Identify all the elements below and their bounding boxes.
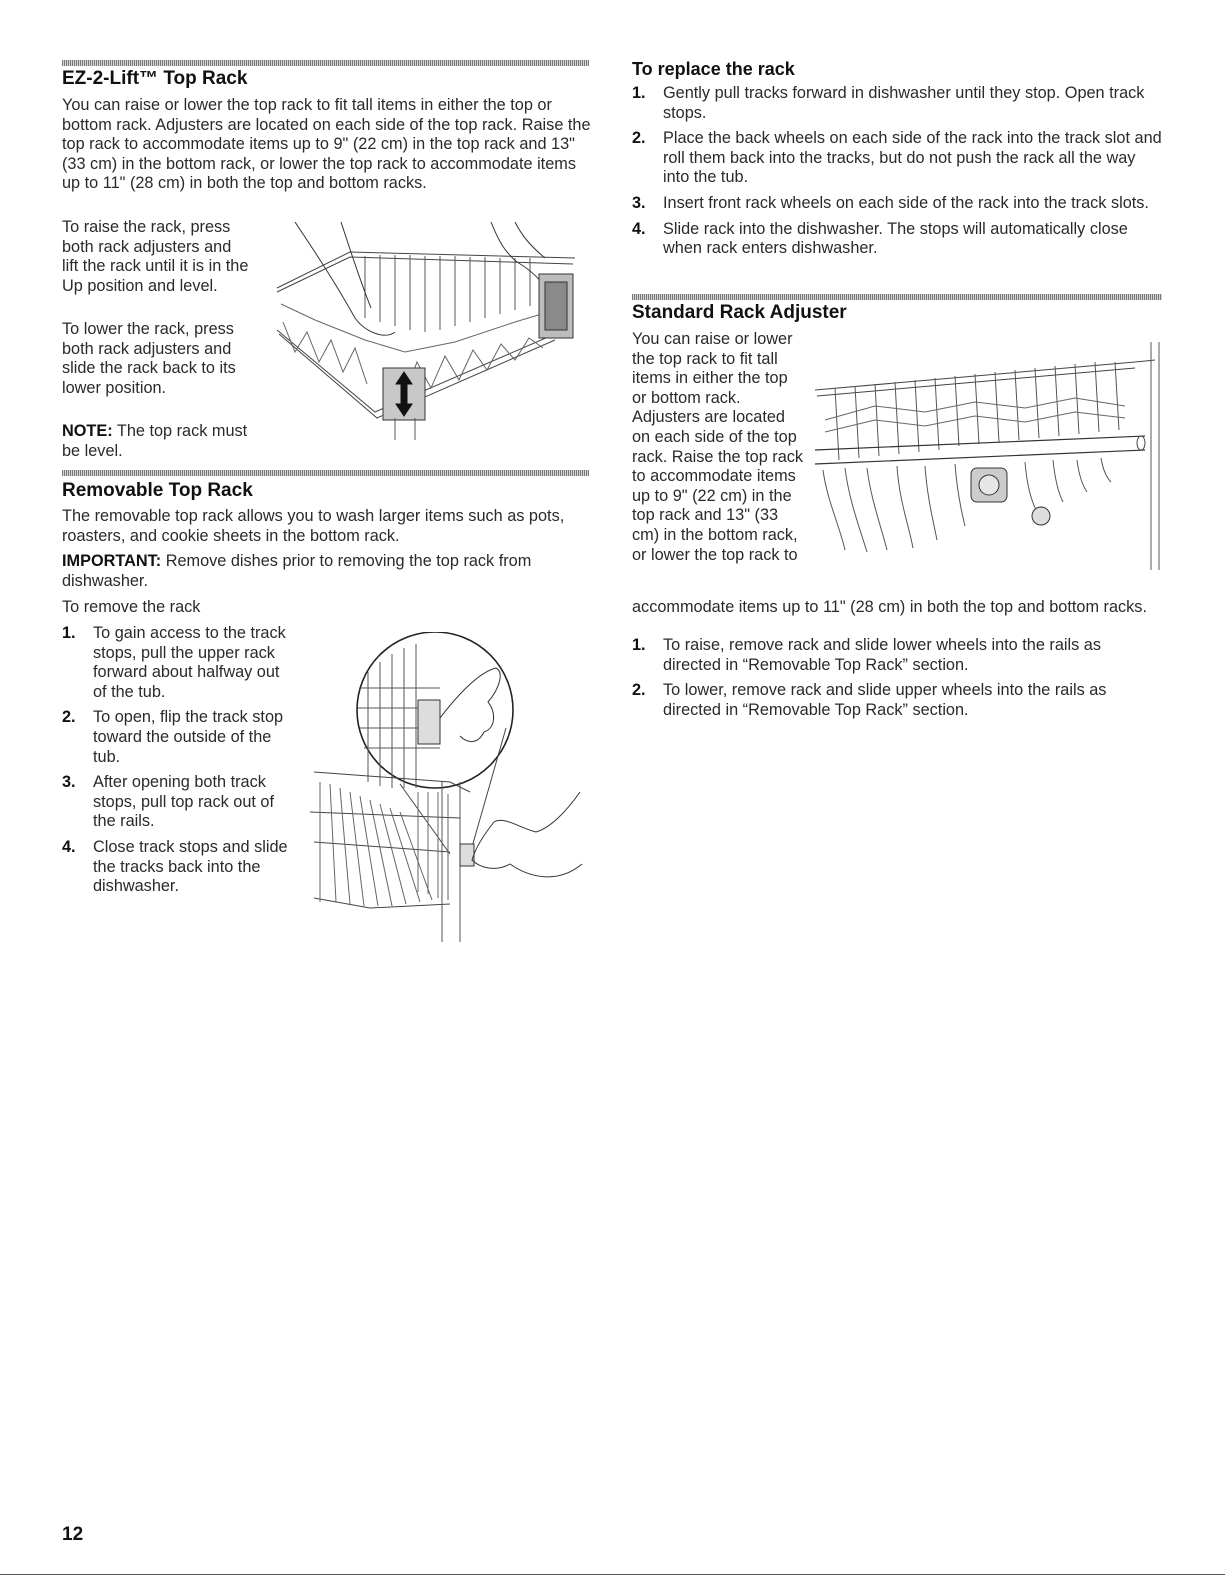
step-number: 3. <box>632 193 646 212</box>
important-note <box>62 552 592 591</box>
replace-rack-heading: To replace the rack <box>632 59 795 79</box>
ez-lift-note <box>62 422 250 461</box>
replace-steps-list <box>632 84 1162 265</box>
list-item <box>632 220 1162 259</box>
step-text: Insert front rack wheels on each side of the rack into the track slots. <box>663 193 1149 212</box>
list-item <box>62 838 294 897</box>
footer-rule <box>0 1574 1225 1575</box>
step-text: Place the back wheels on each side of the rack into the track slot and roll them back into the tracks, but do not push the rack all the way into the tub. <box>663 129 1162 187</box>
list-item <box>632 636 1162 675</box>
section-divider-ez-lift <box>62 60 589 66</box>
step-number: 1. <box>632 84 646 102</box>
important-text: Remove dishes prior to removing the top rack from dishwasher. <box>62 552 532 590</box>
note-label: NOTE: <box>62 422 113 440</box>
step-text: To open, flip the track stop toward the outside of the tub. <box>93 708 284 766</box>
ez-lift-raise-text: To raise the rack, press both rack adjusters and lift the rack until it is in the Up position and level. <box>62 218 249 295</box>
removable-top-rack-heading: Removable Top Rack <box>62 480 253 501</box>
step-number: 2. <box>632 681 646 700</box>
note-text: The top rack must be level. <box>62 422 248 460</box>
track-stop-illustration <box>300 632 590 942</box>
standard-steps-list <box>632 636 1162 726</box>
step-text: Close track stops and slide the tracks back into the dishwasher. <box>93 837 288 896</box>
remove-rack-intro: To remove the rack <box>62 598 201 616</box>
important-label: IMPORTANT: <box>62 552 162 570</box>
step-text: To lower, remove rack and slide upper wheels into the rails as directed in “Removable Top Rack” section. <box>663 681 1107 719</box>
list-item <box>62 773 294 832</box>
step-text: To gain access to the track stops, pull the upper rack forward about halfway out of the tub. <box>93 624 286 701</box>
step-number: 2. <box>632 129 646 148</box>
section-divider-removable <box>62 470 589 476</box>
page-number: 12 <box>62 1524 84 1545</box>
ez-lift-lower-text: To lower the rack, press both rack adjusters and slide the rack back to its lower position. <box>62 320 236 397</box>
section-divider-standard <box>632 294 1162 300</box>
step-number: 4. <box>632 219 646 238</box>
ez-lift-rack-illustration <box>255 222 590 440</box>
step-text: Gently pull tracks forward in dishwasher until they stop. Open track stops. <box>663 84 1145 122</box>
step-text: Slide rack into the dishwasher. The stops will automatically close when rack enters dishwasher. <box>663 219 1128 258</box>
standard-rack-adjuster-heading: Standard Rack Adjuster <box>632 302 847 323</box>
list-item <box>632 681 1162 720</box>
ez-lift-heading: EZ-2-Lift™ Top Rack <box>62 68 248 89</box>
removable-intro: The removable top rack allows you to wash larger items such as pots, roasters, and cookie sheets in the bottom rack. <box>62 507 565 545</box>
step-number: 3. <box>62 773 76 792</box>
remove-steps-list <box>62 624 294 903</box>
standard-rack-adjuster-illustration <box>815 340 1165 580</box>
list-item <box>62 708 294 767</box>
list-item <box>62 624 294 702</box>
ez-lift-intro: You can raise or lower the top rack to fit tall items in either the top or bottom rack. Adjusters are located on each side of the top rack. Raise the top rack to accommodate items up to 9" (22 cm) in the top rack and 13" (33 cm) in the bottom rack, or lower the top rack to accommodate items up to 11" (28 cm) in both the top and bottom racks. <box>62 96 591 193</box>
list-item <box>632 194 1162 214</box>
standard-intro-narrow: You can raise or lower the top rack to fit tall items in either the top or bottom rack. Adjusters are located on each side of the top rack. Raise the top rack to accommodate items up to 9" (22 cm) in the top rack and 13" (33 cm) in the bottom rack, or lower the top rack to <box>632 330 804 564</box>
step-number: 1. <box>632 636 646 654</box>
standard-intro-wide: accommodate items up to 11" (28 cm) in both the top and bottom racks. <box>632 598 1147 616</box>
step-number: 4. <box>62 837 76 856</box>
step-text: To raise, remove rack and slide lower wheels into the rails as directed in “Removable Top Rack” section. <box>663 636 1101 674</box>
step-text: After opening both track stops, pull top rack out of the rails. <box>93 773 275 831</box>
list-item <box>632 129 1162 188</box>
step-number: 1. <box>62 624 76 642</box>
list-item <box>632 84 1162 123</box>
step-number: 2. <box>62 708 76 727</box>
